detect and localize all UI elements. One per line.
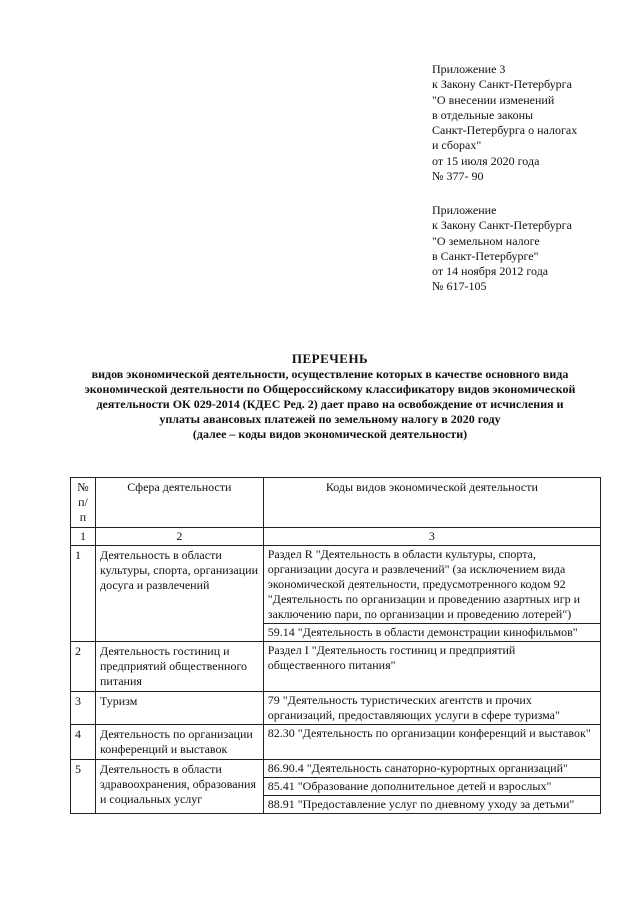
- table-row: [71, 546, 601, 642]
- heading-line: экономической деятельности по Общероссийскому классификатору видов экономической: [84, 382, 576, 396]
- appendix-line: "О земельном налоге: [432, 233, 540, 248]
- header-codes: Коды видов экономической деятельности: [263, 478, 600, 528]
- table-row: [71, 692, 601, 725]
- code-entry: Раздел I "Деятельность гостиниц и предприятий общественного питания": [267, 643, 516, 672]
- header-sphere: Сфера деятельности: [95, 478, 263, 528]
- appendix-line: и сборах": [432, 138, 482, 153]
- document-title: ПЕРЕЧЕНЬ: [291, 351, 369, 366]
- heading-line: видов экономической деятельности, осуществление которых в качестве основного вида: [91, 367, 569, 381]
- table-index-row: [71, 528, 601, 546]
- row-sphere: Деятельность по организации конференций и выставок: [95, 725, 263, 760]
- index-cell: 3: [263, 528, 600, 546]
- appendix-line: к Закону Санкт-Петербурга: [432, 77, 572, 92]
- row-codes: [263, 760, 600, 814]
- code-entry: 59.14 "Деятельность в области демонстрации кинофильмов": [264, 623, 600, 641]
- table-header-row: [71, 478, 601, 528]
- row-sphere: Деятельность гостиниц и предприятий общественного питания: [95, 642, 263, 692]
- code-entry: 88.91 "Предоставление услуг по дневному уходу за детьми": [264, 795, 600, 813]
- appendix-number: № 617-105: [432, 279, 487, 294]
- row-codes: [263, 692, 600, 725]
- row-number: 1: [71, 546, 96, 642]
- appendix-line: "О внесении изменений: [432, 92, 555, 107]
- row-sphere: Туризм: [95, 692, 263, 725]
- activity-codes-table: [70, 477, 601, 814]
- row-number: 3: [71, 692, 96, 725]
- appendix-number: № 377- 90: [432, 169, 484, 184]
- table-row: [71, 725, 601, 760]
- row-sphere: Деятельность в области здравоохранения, образования и социальных услуг: [95, 760, 263, 814]
- code-entry: 86.90.4 "Деятельность санаторно-курортных организаций": [267, 761, 568, 775]
- table-row: [71, 760, 601, 814]
- index-cell: 1: [71, 528, 96, 546]
- row-number: 5: [71, 760, 96, 814]
- appendix-line: Приложение 3: [432, 62, 506, 76]
- appendix-note-1: [432, 62, 577, 184]
- header-number: № п/п: [71, 478, 96, 528]
- appendix-note-2: [432, 203, 572, 295]
- heading-line: деятельности ОК 029-2014 (КДЕС Ред. 2) дает право на освобождение от исчисления и: [96, 397, 564, 411]
- appendix-line: Санкт-Петербурга о налогах: [432, 123, 578, 138]
- row-codes: [263, 546, 600, 642]
- index-cell: 2: [95, 528, 263, 546]
- row-codes: [263, 725, 600, 760]
- heading-line: (далее – коды видов экономической деятельности): [192, 427, 468, 441]
- appendix-line: к Закону Санкт-Петербурга: [432, 218, 572, 233]
- row-number: 4: [71, 725, 96, 760]
- document-heading: [60, 351, 600, 442]
- row-sphere: Деятельность в области культуры, спорта, организации досуга и развлечений: [95, 546, 263, 642]
- table-row: [71, 642, 601, 692]
- code-entry: 79 "Деятельность туристических агентств и прочих организаций, предоставляющих услуги в сфере туризма": [267, 693, 560, 722]
- code-entry: 85.41 "Образование дополнительное детей и взрослых": [264, 777, 600, 795]
- appendix-line: от 15 июля 2020 года: [432, 153, 540, 168]
- row-codes: [263, 642, 600, 692]
- appendix-line: в отдельные законы: [432, 107, 534, 122]
- appendix-line: Приложение: [432, 203, 497, 217]
- code-entry: 82.30 "Деятельность по организации конференций и выставок": [267, 726, 591, 740]
- heading-line: уплаты авансовых платежей по земельному налогу в 2020 году: [159, 412, 501, 426]
- code-entry: Раздел R "Деятельность в области культуры, спорта, организации досуга и развлечений" (за исключением вида экономической деятельности, предусмотренного кодом 92 "Деятельность по организации и проведению азартных игр и заключению пари, по организации и проведению лотерей"): [267, 547, 581, 621]
- row-number: 2: [71, 642, 96, 692]
- appendix-line: от 14 ноября 2012 года: [432, 264, 549, 279]
- appendix-line: в Санкт-Петербурге": [432, 248, 539, 263]
